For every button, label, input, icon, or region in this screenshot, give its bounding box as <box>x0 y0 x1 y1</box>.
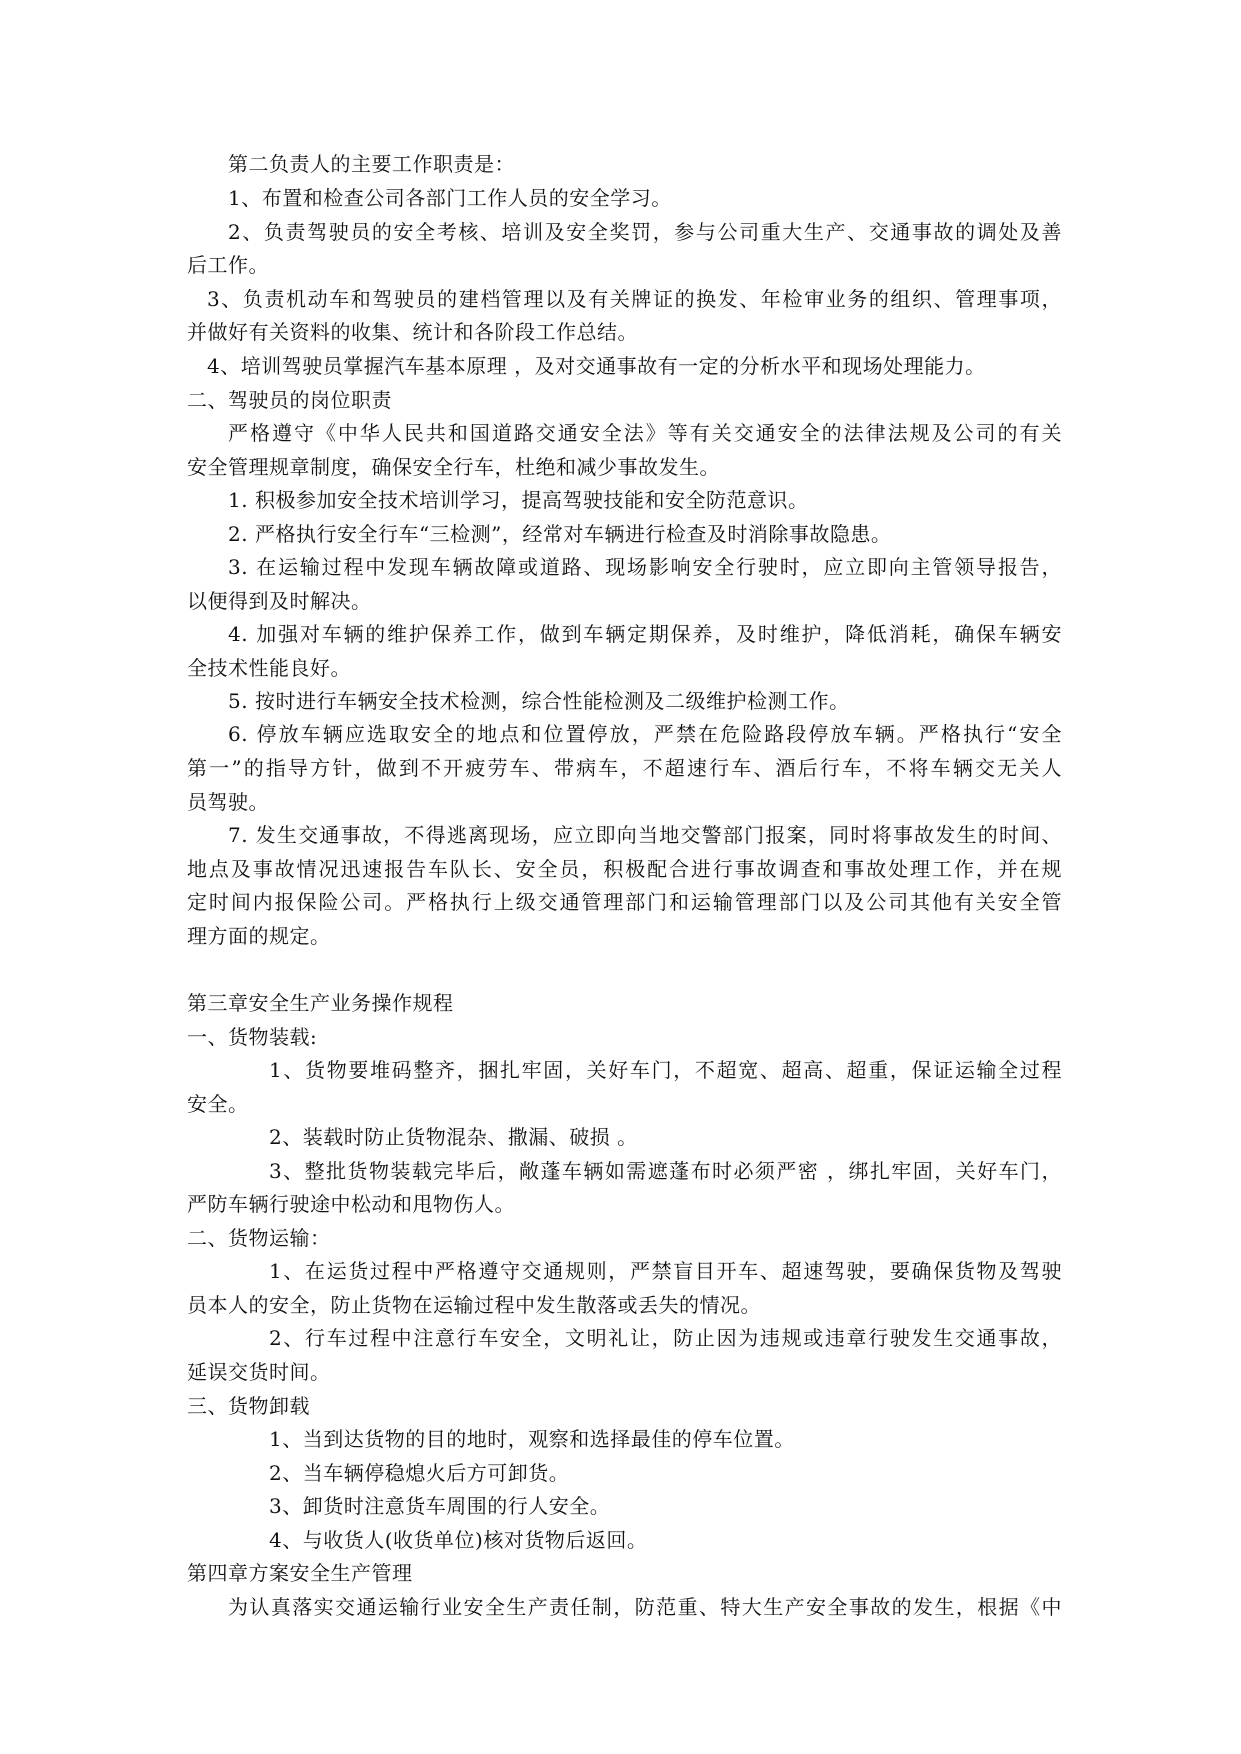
text-line: 严防车辆行驶途中松动和甩物伤人。 <box>187 1192 515 1216</box>
text-line: 后工作。 <box>187 253 269 277</box>
list-item: 1. 积极参加安全技术培训学习，提高驾驶技能和安全防范意识。 <box>228 488 809 512</box>
text-line: 全技术性能良好。 <box>187 656 351 680</box>
text-line: 理方面的规定。 <box>187 924 331 948</box>
section-heading: 一、货物装载: <box>187 1025 318 1049</box>
list-item: 1、在运货过程中严格遵守交通规则，严禁盲目开车、超速驾驶，要确保货物及驾驶 <box>269 1259 1062 1283</box>
list-item: 3、卸货时注意货车周围的行人安全。 <box>269 1494 611 1518</box>
list-item: 4. 加强对车辆的维护保养工作，做到车辆定期保养，及时维护，降低消耗，确保车辆安 <box>228 622 1062 646</box>
text-line: 定时间内报保险公司。严格执行上级交通管理部门和运输管理部门以及公司其他有关安全管 <box>187 890 1062 914</box>
text-line: 严格遵守《中华人民共和国道路交通安全法》等有关交通安全的法律法规及公司的有关 <box>228 421 1062 445</box>
list-item: 3. 在运输过程中发现车辆故障或道路、现场影响安全行驶时，应立即向主管领导报告， <box>228 555 1062 579</box>
list-item: 1、当到达货物的目的地时，观察和选择最佳的停车位置。 <box>269 1427 795 1451</box>
section-heading: 三、货物卸载 <box>187 1394 310 1418</box>
text-line: 为认真落实交通运输行业安全生产责任制，防范重、特大生产安全事故的发生，根据《中 <box>228 1595 1062 1619</box>
list-item: 3、整批货物装载完毕后，敞蓬车辆如需遮蓬布时必须严密 ，绑扎牢固，关好车门， <box>269 1159 1062 1183</box>
text-line: 员本人的安全，防止货物在运输过程中发生散落或丢失的情况。 <box>187 1293 761 1317</box>
list-item: 2、装载时防止货物混杂、撒漏、破损 。 <box>269 1125 638 1149</box>
chapter-heading: 第三章安全生产业务操作规程 <box>187 991 454 1015</box>
section-heading: 二、驾驶员的岗位职责 <box>187 388 392 412</box>
text-line: 并做好有关资料的收集、统计和各阶段工作总结。 <box>187 320 638 344</box>
text-line: 第二负责人的主要工作职责是： <box>228 152 515 176</box>
text-line: 以便得到及时解决。 <box>187 589 372 613</box>
chapter-heading: 第四章方案安全生产管理 <box>187 1561 413 1585</box>
text-line: 安全管理规章制度，确保安全行车，杜绝和减少事故发生。 <box>187 455 720 479</box>
list-item: 3、负责机动车和驾驶员的建档管理以及有关牌证的换发、年检审业务的组织、管理事项， <box>207 287 1062 311</box>
list-item: 2、当车辆停稳熄火后方可卸货。 <box>269 1461 570 1485</box>
text-line: 安全。 <box>187 1092 249 1116</box>
text-line: 地点及事故情况迅速报告车队长、安全员，积极配合进行事故调查和事故处理工作，并在规 <box>187 857 1062 881</box>
list-item: 4、培训驾驶员掌握汽车基本原理 ，及对交通事故有一定的分析水平和现场处理能力。 <box>207 354 986 378</box>
list-item: 6. 停放车辆应选取安全的地点和位置停放，严禁在危险路段停放车辆。严格执行“安全 <box>228 722 1062 746</box>
text-line: 延误交货时间。 <box>187 1360 331 1384</box>
list-item: 2、行车过程中注意行车安全，文明礼让，防止因为违规或违章行驶发生交通事故， <box>269 1326 1062 1350</box>
list-item: 1、货物要堆码整齐，捆扎牢固，关好车门，不超宽、超高、超重，保证运输全过程 <box>269 1058 1062 1082</box>
text-line: 员驾驶。 <box>187 790 269 814</box>
section-heading: 二、货物运输： <box>187 1226 331 1250</box>
list-item: 5. 按时进行车辆安全技术检测，综合性能检测及二级维护检测工作。 <box>228 689 850 713</box>
list-item: 2. 严格执行安全行车“三检测”，经常对车辆进行检查及时消除事故隐患。 <box>228 522 892 546</box>
list-item: 7. 发生交通事故，不得逃离现场，应立即向当地交警部门报案，同时将事故发生的时间、 <box>228 823 1062 847</box>
list-item: 4、与收货人(收货单位)核对货物后返回。 <box>269 1528 648 1552</box>
text-line: 第一”的指导方针，做到不开疲劳车、带病车，不超速行车、酒后行车，不将车辆交无关人 <box>187 756 1062 780</box>
list-item: 2、负责驾驶员的安全考核、培训及安全奖罚，参与公司重大生产、交通事故的调处及善 <box>228 220 1062 244</box>
list-item: 1、布置和检查公司各部门工作人员的安全学习。 <box>228 186 672 210</box>
